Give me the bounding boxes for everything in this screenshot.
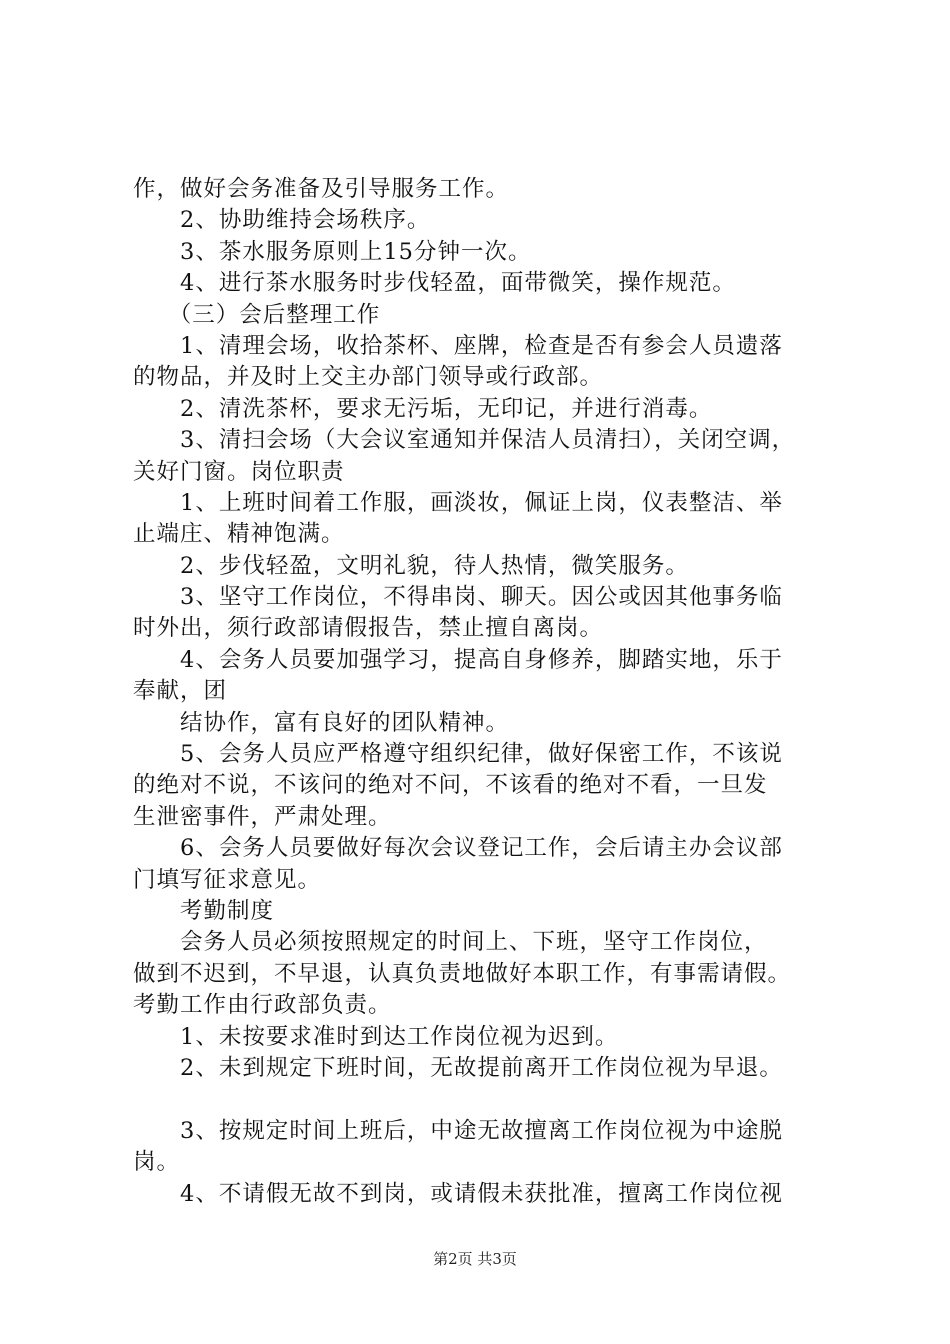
text-line: 的物品，并及时上交主办部门领导或行政部。 bbox=[133, 364, 604, 391]
blank-line bbox=[133, 1084, 833, 1115]
section-heading: 考勤制度 bbox=[133, 897, 275, 924]
text-line: 的绝对不说，不该问的绝对不问，不该看的绝对不看，一旦发 bbox=[133, 772, 768, 799]
text-line: 3、按规定时间上班后，中途无故擅离工作岗位视为中途脱 bbox=[133, 1117, 783, 1144]
text-line: 会务人员必须按照规定的时间上、下班，坚守工作岗位， bbox=[133, 929, 768, 956]
text-line: 关好门窗。岗位职责 bbox=[133, 458, 345, 485]
text-line: 止端庄、精神饱满。 bbox=[133, 521, 345, 548]
text-line: 做到不迟到，不早退，认真负责地做好本职工作，有事需请假。 bbox=[133, 960, 792, 987]
text-line: 门填写征求意见。 bbox=[133, 866, 322, 893]
text-line: 2、协助维持会场秩序。 bbox=[133, 207, 431, 234]
text-line: 1、上班时间着工作服，画淡妆，佩证上岗，仪表整洁、举 bbox=[133, 489, 783, 516]
text-line: 奉献，团 bbox=[133, 678, 228, 705]
text-line: 3、坚守工作岗位，不得串岗、聊天。因公或因其他事务临 bbox=[133, 584, 783, 611]
text-line: 作，做好会务准备及引导服务工作。 bbox=[133, 176, 510, 202]
text-line: 3、清扫会场（大会议室通知并保洁人员清扫），关闭空调， bbox=[133, 427, 796, 454]
page-number-footer: 第2页 共3页 bbox=[433, 1250, 517, 1268]
section-heading: （三）会后整理工作 bbox=[133, 301, 381, 328]
text-line: 考勤工作由行政部负责。 bbox=[133, 992, 392, 1019]
text-line: 3、茶水服务原则上15分钟一次。 bbox=[133, 238, 532, 265]
text-line: 2、步伐轻盈，文明礼貌，待人热情，微笑服务。 bbox=[133, 552, 689, 579]
text-line: 岗。 bbox=[133, 1149, 181, 1176]
text-line: 5、会务人员应严格遵守组织纪律，做好保密工作，不该说 bbox=[133, 741, 783, 768]
text-line: 时外出，须行政部请假报告，禁止擅自离岗。 bbox=[133, 615, 604, 642]
text-line: 4、不请假无故不到岗，或请假未获批准，擅离工作岗位视 bbox=[133, 1180, 783, 1207]
text-line: 4、会务人员要加强学习，提高自身修养，脚踏实地，乐于 bbox=[133, 646, 783, 673]
text-line: 1、未按要求准时到达工作岗位视为迟到。 bbox=[133, 1023, 619, 1050]
text-line: 结协作，富有良好的团队精神。 bbox=[133, 709, 510, 736]
text-line: 2、清洗茶杯，要求无污垢，无印记，并进行消毒。 bbox=[133, 395, 713, 422]
text-line: 4、进行茶水服务时步伐轻盈，面带微笑，操作规范。 bbox=[133, 270, 736, 297]
text-line: 1、清理会场，收拾茶杯、座牌，检查是否有参会人员遗落 bbox=[133, 332, 783, 359]
document-body bbox=[133, 174, 833, 1210]
text-line: 生泄密事件，严肃处理。 bbox=[133, 803, 392, 830]
text-line: 2、未到规定下班时间，无故提前离开工作岗位视为早退。 bbox=[133, 1054, 783, 1081]
text-line: 6、会务人员要做好每次会议登记工作，会后请主办会议部 bbox=[133, 835, 783, 862]
